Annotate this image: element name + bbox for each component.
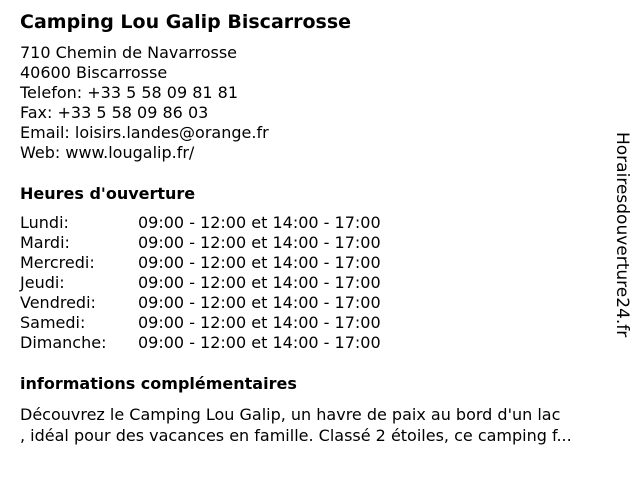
fax-number: Fax: +33 5 58 09 86 03 [20,103,209,122]
day-label: Jeudi: [20,273,65,292]
time-range: 09:00 - 12:00 et 14:00 - 17:00 [138,233,381,252]
hours-row-sunday [20,333,420,353]
watermark-text: Horairesdouverture24.fr [612,132,632,338]
time-range: 09:00 - 12:00 et 14:00 - 17:00 [138,273,381,292]
description-line-1: Découvrez le Camping Lou Galip, un havre de paix au bord d'un lac [20,405,561,424]
address-line-2: 40600 Biscarrosse [20,63,168,82]
time-range: 09:00 - 12:00 et 14:00 - 17:00 [138,293,381,312]
time-range: 09:00 - 12:00 et 14:00 - 17:00 [138,213,381,232]
hours-row-monday [20,213,420,233]
contact-block [20,43,269,163]
address-line-1: 710 Chemin de Navarrosse [20,43,237,62]
day-label: Vendredi: [20,293,96,312]
website-link[interactable]: Web: www.lougalip.fr/ [20,143,195,162]
time-range: 09:00 - 12:00 et 14:00 - 17:00 [138,333,381,352]
email-address[interactable]: Email: loisirs.landes@orange.fr [20,123,269,142]
day-label: Dimanche: [20,333,107,352]
day-label: Lundi: [20,213,69,232]
day-label: Samedi: [20,313,86,332]
description-line-2: , idéal pour des vacances en famille. Classé 2 étoiles, ce camping f... [20,426,572,445]
hours-row-friday [20,293,420,313]
description-text [20,404,630,446]
hours-table [20,213,420,353]
page-title: Camping Lou Galip Biscarrosse [20,11,352,33]
hours-row-thursday [20,273,420,293]
hours-row-saturday [20,313,420,333]
info-heading: informations complémentaires [20,374,297,393]
hours-heading: Heures d'ouverture [20,184,196,203]
time-range: 09:00 - 12:00 et 14:00 - 17:00 [138,253,381,272]
day-label: Mercredi: [20,253,95,272]
phone-number[interactable]: Telefon: +33 5 58 09 81 81 [20,83,239,102]
day-label: Mardi: [20,233,70,252]
hours-row-tuesday [20,233,420,253]
time-range: 09:00 - 12:00 et 14:00 - 17:00 [138,313,381,332]
hours-row-wednesday [20,253,420,273]
